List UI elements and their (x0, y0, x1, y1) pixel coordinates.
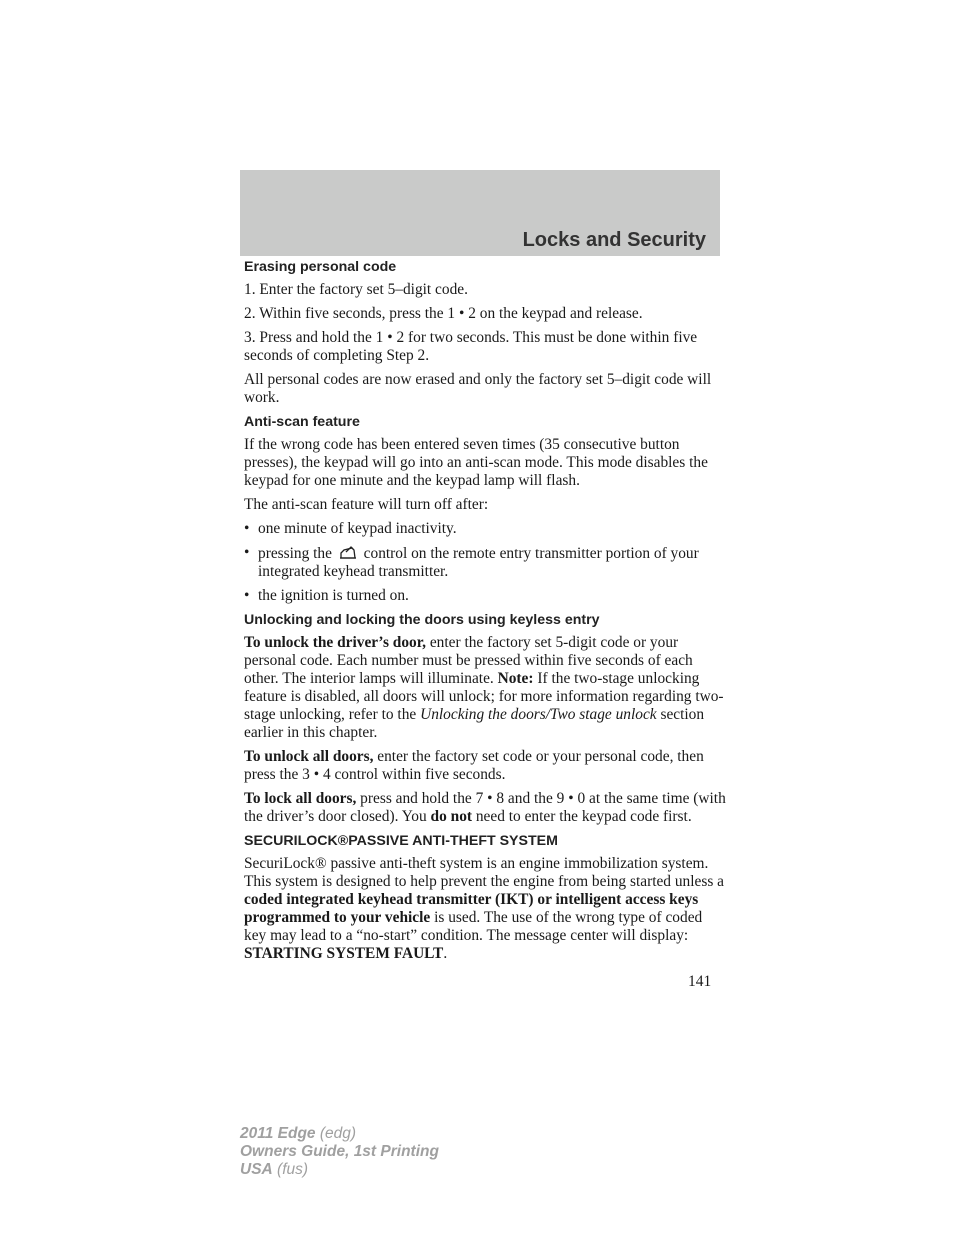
footer-line-3: USA (fus) (240, 1161, 309, 1178)
erasing-result: All personal codes are now erased and only the factory set 5–digit code will work. (244, 371, 712, 406)
trunk-release-icon (338, 544, 358, 562)
page-number: 141 (688, 973, 712, 990)
securilock-description: SecuriLock® passive anti-theft system is an engine immobilization system. This system is designed to help prevent the engine from being started unless a coded integrated keyhead transmitter (IKT) or intelligent access keys programmed to your vehicle is used. The use of the wrong type of coded key may lead to a “no-start” condition. The message center will display: STARTING SYSTEM FAULT. (244, 855, 724, 962)
heading-securilock: SECURILOCK®PASSIVE ANTI-THEFT SYSTEM (244, 833, 558, 849)
print-footer (240, 1125, 439, 1179)
heading-keyless-entry: Unlocking and locking the doors using keyless entry (244, 612, 600, 628)
erasing-step-2: 2. Within five seconds, press the 1 • 2 on the keypad and release. (244, 305, 643, 322)
anti-scan-description: If the wrong code has been entered seven times (35 consecutive button presses), the keypad will go into an anti-scan mode. This mode disables the keypad for one minute and the keypad lamp will flash. (244, 436, 708, 489)
error-message: STARTING SYSTEM FAULT (244, 945, 444, 962)
bullet-glyph: • (387, 329, 393, 346)
section-header-band (240, 170, 720, 256)
keyless-unlock-all-doors: To unlock all doors, enter the factory set code or your personal code, then press the 3 • 4 control within five seconds. (244, 748, 704, 783)
bullet-glyph: • (458, 305, 465, 322)
footer-line-2: Owners Guide, 1st Printing (240, 1143, 439, 1160)
heading-erasing-personal-code: Erasing personal code (244, 259, 397, 275)
section-title: Locks and Security (522, 229, 706, 251)
keyless-unlock-driver-door: To unlock the driver’s door, enter the factory set 5-digit code or your personal code. Each number must be pressed within five seconds of each other. The interior lamps will illuminate. Note: If the two-stage unlocking feature is disabled, all doors will unlock; for more information regarding two-stage unlocking, refer to the Unlocking the doors/Two stage unlock section earlier in this chapter. (244, 634, 724, 741)
page-content (244, 258, 726, 969)
heading-anti-scan: Anti-scan feature (244, 414, 360, 430)
list-item: • the ignition is turned on. (244, 587, 409, 604)
footer-line-1: 2011 Edge (edg) (240, 1125, 357, 1142)
erasing-step-1: 1. Enter the factory set 5–digit code. (244, 281, 468, 298)
erasing-step-3: 3. Press and hold the 1 • 2 for two seconds. This must be done within five seconds of completing Step 2. (244, 329, 698, 364)
anti-scan-list (244, 520, 726, 605)
list-item: • pressing the control on the remote entry transmitter portion of your integrated keyhead transmitter. (244, 544, 699, 580)
keyless-lock-all-doors: To lock all doors, press and hold the 7 • 8 and the 9 • 0 at the same time (with the driver’s door closed). You do not need to enter the keypad code first. (244, 790, 726, 825)
list-item: • one minute of keypad inactivity. (244, 520, 457, 537)
anti-scan-intro: The anti-scan feature will turn off after: (244, 496, 489, 513)
cross-reference: Unlocking the doors/Two stage unlock (420, 706, 657, 723)
